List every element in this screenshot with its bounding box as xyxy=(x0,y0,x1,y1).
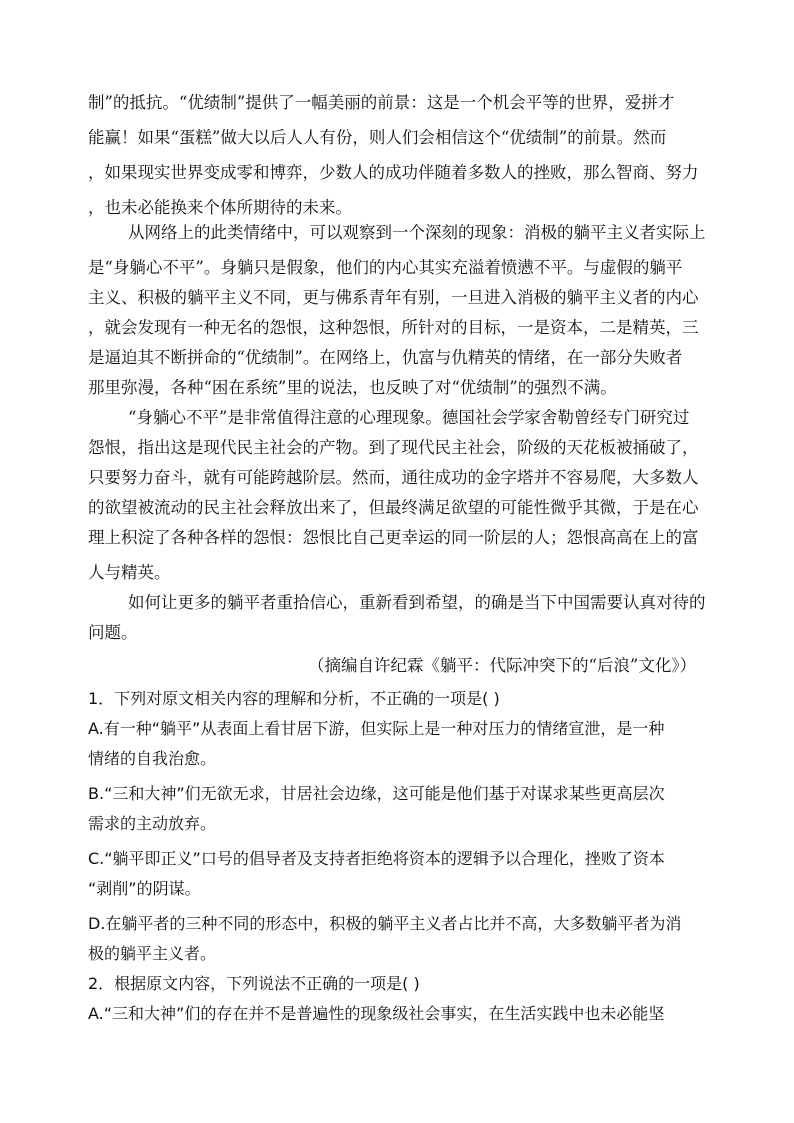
passage-line: 是逼迫其不断拼命的“优绩制”。在网络上，仇富与仇精英的情绪，在一部分失败者 xyxy=(88,348,683,367)
passage-line: 怨恨，指出这是现代民主社会的产物。到了现代民主社会，阶级的天花板被捅破了， xyxy=(88,438,699,457)
passage-line: 从网络上的此类情绪中，可以观察到一个深刻的现象：消极的躺平主义者实际上 xyxy=(128,223,706,242)
passage-line: 如何让更多的躺平者重拾信心，重新看到希望，的确是当下中国需要认真对待的 xyxy=(128,593,706,612)
passage-line: 那里弥漫，各种“困在系统”里的说法，也反映了对“优绩制”的强烈不满。 xyxy=(88,378,617,397)
passage-line: 理上积淀了各种各样的怨恨：怨恨比自己更幸运的同一阶层的人；怨恨高高在上的富 xyxy=(88,528,699,547)
option-d: D.在躺平者的三种不同的形态中，积极的躺平主义者占比并不高，大多数躺平者为消 xyxy=(88,914,682,933)
option-c: C.“躺平即正义”口号的倡导者及支持者拒绝将资本的逻辑予以合理化，挫败了资本 xyxy=(88,849,665,868)
passage-line: 的欲望被流动的民主社会释放出来了，但最终满足欲望的可能性微乎其微，于是在心 xyxy=(88,498,699,517)
passage-line: 能赢！如果“蛋糕”做大以后人人有份，则人们会相信这个“优绩制”的前景。然而 xyxy=(88,128,667,147)
question-stem: 1．下列对原文相关内容的理解和分析，不正确的一项是( ) xyxy=(88,689,500,708)
question-stem: 2．根据原文内容，下列说法不正确的一项是( ) xyxy=(88,974,420,993)
option-d-cont: 极的躺平主义者。 xyxy=(88,944,217,963)
option-c-cont: “剥削”的阴谋。 xyxy=(88,879,201,898)
passage-line: “身躺心不平”是非常值得注意的心理现象。德国社会学家舍勒曾经专门研究过 xyxy=(128,408,690,427)
option-a: A.“三和大神”们的存在并不是普遍性的现象级社会事实，在生活实践中也未必能坚 xyxy=(88,1004,665,1023)
passage-line: 主义、积极的躺平主义不同，更与佛系青年有别，一旦进入消极的躺平主义者的内心 xyxy=(88,288,699,307)
passage-line: 是“身躺心不平”。身躺只是假象，他们的内心其实充溢着愤懑不平。与虚假的躺平 xyxy=(88,258,683,277)
passage-line: 问题。 xyxy=(88,623,138,642)
passage-line: ，就会发现有一种无名的怨恨，这种怨恨，所针对的目标，一是资本，二是精英，三 xyxy=(88,318,699,337)
passage-line: 制”的抵抗。“优绩制”提供了一幅美丽的前景：这是一个机会平等的世界，爱拼才 xyxy=(88,93,675,112)
option-b: B.“三和大神”们无欲无求，甘居社会边缘，这可能是他们基于对谋求某些更高层次 xyxy=(88,784,665,803)
passage-line: ，也未必能换来个体所期待的未来。 xyxy=(88,198,352,217)
option-a-cont: 情绪的自我治愈。 xyxy=(88,749,217,768)
passage-line: 只要努力奋斗，就有可能跨越阶层。然而，通往成功的金字塔并不容易爬，大多数人 xyxy=(88,468,699,487)
option-b-cont: 需求的主动放弃。 xyxy=(88,814,217,833)
source-citation: （摘编自许纪霖《躺平：代际冲突下的“后浪”文化》） xyxy=(308,656,697,675)
passage-line: 人与精英。 xyxy=(88,563,171,582)
option-a: A.有一种“躺平”从表面上看甘居下游，但实际上是一种对压力的情绪宣泄，是一种 xyxy=(88,719,665,738)
passage-line: ，如果现实世界变成零和博弈，少数人的成功伴随着多数人的挫败，那么智商、努力 xyxy=(88,163,699,182)
